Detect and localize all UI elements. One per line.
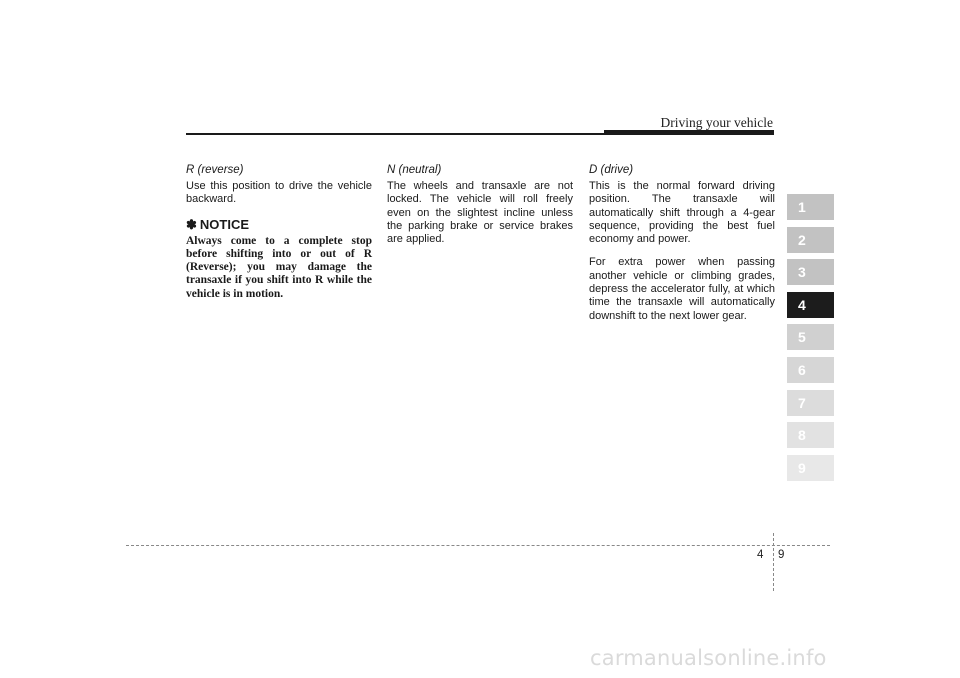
page-chapter: 4 <box>757 549 764 561</box>
chapter-tab-1[interactable]: 1 <box>787 194 834 220</box>
footer-rule <box>126 545 830 546</box>
chapter-tab-8[interactable]: 8 <box>787 422 834 448</box>
chapter-tabs <box>787 194 834 487</box>
notice-icon: ✽ <box>186 216 197 232</box>
column-reverse <box>186 164 372 301</box>
chapter-tab-4[interactable]: 4 <box>787 292 834 318</box>
header-title: Driving your vehicle <box>660 115 773 130</box>
chapter-tab-2[interactable]: 2 <box>787 227 834 253</box>
watermark: carmanualsonline.info <box>590 646 827 670</box>
page-number: 9 <box>778 549 785 561</box>
body-drive-1: This is the normal forward driving position. The transaxle will automatically shift through a 4-gear sequence, providing the best fuel economy and power. <box>589 180 775 246</box>
footer-divider <box>773 533 774 591</box>
chapter-tab-5[interactable]: 5 <box>787 324 834 350</box>
heading-reverse: R (reverse) <box>186 164 244 176</box>
header-rule-accent <box>604 130 774 134</box>
notice-text: Always come to a complete stop before shifting into or out of R (Reverse); you may damage the transaxle if you shift into R while the vehicle is in motion. <box>186 234 372 300</box>
heading-drive: D (drive) <box>589 164 634 176</box>
chapter-tab-9[interactable]: 9 <box>787 455 834 481</box>
chapter-tab-6[interactable]: 6 <box>787 357 834 383</box>
body-reverse: Use this position to drive the vehicle backward. <box>186 180 372 206</box>
body-drive-2: For extra power when passing another vehicle or climbing grades, depress the accelerator fully, at which time the transaxle will automatically downshift to the next lower gear. <box>589 256 775 322</box>
chapter-tab-3[interactable]: 3 <box>787 259 834 285</box>
column-drive <box>589 164 775 333</box>
chapter-tab-7[interactable]: 7 <box>787 390 834 416</box>
notice-label: NOTICE <box>199 217 250 233</box>
notice-title <box>186 217 372 233</box>
heading-neutral: N (neutral) <box>387 164 442 176</box>
column-neutral <box>387 164 573 256</box>
body-neutral: The wheels and transaxle are not locked. The vehicle will roll freely even on the slightest incline unless the parking brake or service brakes are applied. <box>387 180 573 246</box>
